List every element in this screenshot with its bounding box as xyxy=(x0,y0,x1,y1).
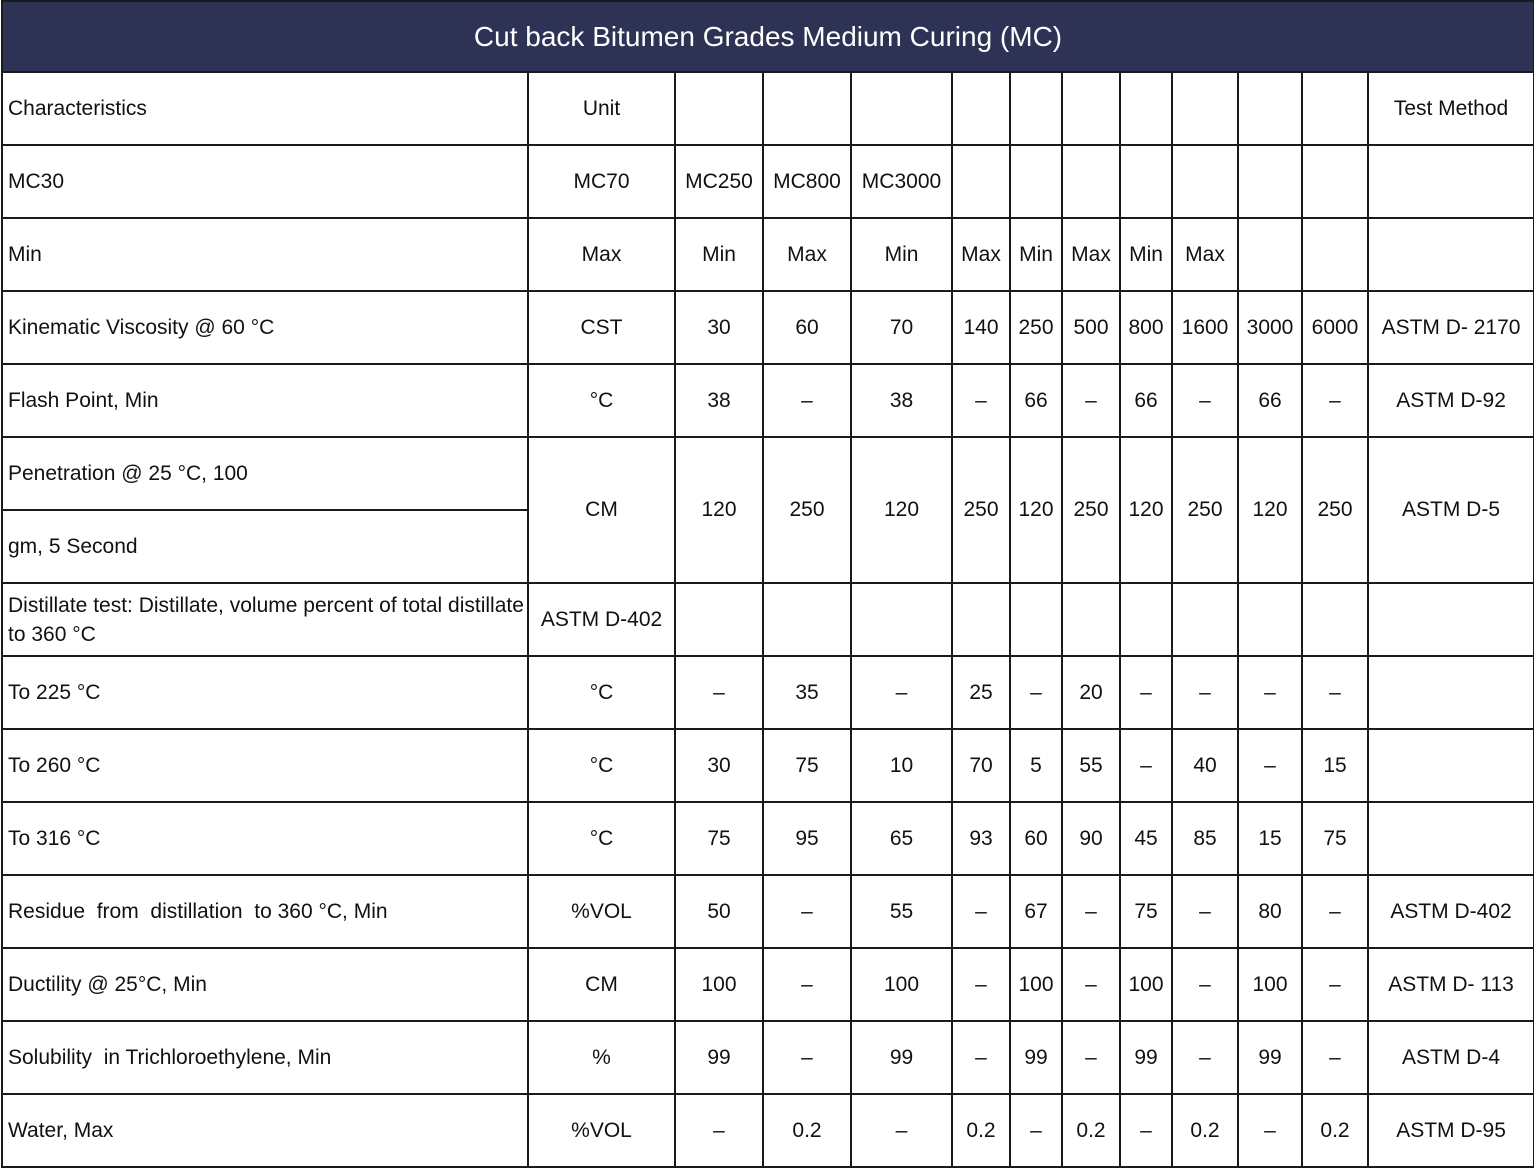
specification-table xyxy=(1,0,1534,1168)
value-cell: 99 xyxy=(1010,1021,1062,1094)
empty-cell xyxy=(1238,218,1302,291)
minmax-cell: Max xyxy=(952,218,1010,291)
value-cell: 5 xyxy=(1010,729,1062,802)
minmax-cell: Min xyxy=(2,218,528,291)
unit-cell: °C xyxy=(528,364,675,437)
value-cell: 100 xyxy=(675,948,763,1021)
value-cell: 250 xyxy=(1172,437,1238,583)
minmax-row xyxy=(2,218,1534,291)
value-cell: 75 xyxy=(1302,802,1368,875)
value-cell: 40 xyxy=(1172,729,1238,802)
value-cell: 55 xyxy=(851,875,952,948)
value-cell: 250 xyxy=(1062,437,1120,583)
value-cell: – xyxy=(1238,729,1302,802)
grade-cell: MC70 xyxy=(528,145,675,218)
minmax-cell: Max xyxy=(763,218,851,291)
value-cell: 0.2 xyxy=(1302,1094,1368,1167)
value-cell: 15 xyxy=(1302,729,1368,802)
value-cell: – xyxy=(952,875,1010,948)
empty-cell xyxy=(1062,145,1120,218)
value-cell: 95 xyxy=(763,802,851,875)
empty-cell xyxy=(675,583,763,656)
value-cell: 120 xyxy=(1238,437,1302,583)
empty-cell xyxy=(1062,583,1120,656)
unit-cell: ASTM D-402 xyxy=(528,583,675,656)
empty-cell xyxy=(1010,145,1062,218)
value-cell: – xyxy=(1302,364,1368,437)
value-cell: 1600 xyxy=(1172,291,1238,364)
header-empty xyxy=(1302,72,1368,145)
value-cell: – xyxy=(1010,1094,1062,1167)
row-to-225 xyxy=(2,656,1534,729)
value-cell: 0.2 xyxy=(763,1094,851,1167)
grade-cell: MC30 xyxy=(2,145,528,218)
value-cell: 30 xyxy=(675,291,763,364)
minmax-cell: Max xyxy=(528,218,675,291)
row-label: Penetration @ 25 °C, 100 xyxy=(2,437,528,510)
table-title: Cut back Bitumen Grades Medium Curing (MC) xyxy=(2,1,1534,72)
value-cell: – xyxy=(1062,875,1120,948)
value-cell: – xyxy=(1120,729,1172,802)
minmax-cell: Min xyxy=(1010,218,1062,291)
value-cell: 75 xyxy=(763,729,851,802)
minmax-cell: Min xyxy=(675,218,763,291)
value-cell: 55 xyxy=(1062,729,1120,802)
header-empty xyxy=(763,72,851,145)
header-empty xyxy=(952,72,1010,145)
row-label: Solubility in Trichloroethylene, Min xyxy=(2,1021,528,1094)
test-method-cell: ASTM D-402 xyxy=(1368,875,1534,948)
value-cell: 120 xyxy=(1010,437,1062,583)
value-cell: 120 xyxy=(1120,437,1172,583)
header-empty xyxy=(1238,72,1302,145)
value-cell: – xyxy=(1172,948,1238,1021)
value-cell: – xyxy=(1172,656,1238,729)
value-cell: 0.2 xyxy=(1062,1094,1120,1167)
value-cell: 66 xyxy=(1010,364,1062,437)
empty-cell xyxy=(1302,218,1368,291)
empty-cell xyxy=(1172,583,1238,656)
test-method-cell: ASTM D- 2170 xyxy=(1368,291,1534,364)
row-to-260 xyxy=(2,729,1534,802)
value-cell: – xyxy=(1302,948,1368,1021)
value-cell: 60 xyxy=(1010,802,1062,875)
test-method-cell: ASTM D-4 xyxy=(1368,1021,1534,1094)
value-cell: 93 xyxy=(952,802,1010,875)
minmax-cell: Max xyxy=(1062,218,1120,291)
row-label: Ductility @ 25°C, Min xyxy=(2,948,528,1021)
header-empty xyxy=(851,72,952,145)
row-flash-point xyxy=(2,364,1534,437)
row-to-316 xyxy=(2,802,1534,875)
value-cell: 0.2 xyxy=(952,1094,1010,1167)
value-cell: 140 xyxy=(952,291,1010,364)
row-residue xyxy=(2,875,1534,948)
value-cell: 500 xyxy=(1062,291,1120,364)
value-cell: 25 xyxy=(952,656,1010,729)
value-cell: – xyxy=(1302,875,1368,948)
value-cell: – xyxy=(1172,875,1238,948)
value-cell: – xyxy=(763,364,851,437)
test-method-cell: ASTM D-5 xyxy=(1368,437,1534,583)
empty-cell xyxy=(1238,145,1302,218)
value-cell: – xyxy=(1062,1021,1120,1094)
value-cell: 75 xyxy=(1120,875,1172,948)
value-cell: – xyxy=(675,656,763,729)
header-unit: Unit xyxy=(528,72,675,145)
value-cell: – xyxy=(1010,656,1062,729)
value-cell: 66 xyxy=(1120,364,1172,437)
value-cell: 100 xyxy=(1010,948,1062,1021)
value-cell: – xyxy=(763,1021,851,1094)
value-cell: – xyxy=(1120,656,1172,729)
value-cell: – xyxy=(1238,656,1302,729)
empty-cell xyxy=(1010,583,1062,656)
value-cell: – xyxy=(1238,1094,1302,1167)
value-cell: – xyxy=(1172,364,1238,437)
value-cell: 20 xyxy=(1062,656,1120,729)
empty-cell xyxy=(1368,802,1534,875)
value-cell: 120 xyxy=(675,437,763,583)
value-cell: – xyxy=(675,1094,763,1167)
row-label: gm, 5 Second xyxy=(2,510,528,583)
header-empty xyxy=(1010,72,1062,145)
grade-cell: MC250 xyxy=(675,145,763,218)
unit-cell: °C xyxy=(528,729,675,802)
row-label: To 316 °C xyxy=(2,802,528,875)
value-cell: 99 xyxy=(1238,1021,1302,1094)
empty-cell xyxy=(1368,145,1534,218)
header-empty xyxy=(1062,72,1120,145)
test-method-cell: ASTM D-95 xyxy=(1368,1094,1534,1167)
value-cell: – xyxy=(1302,656,1368,729)
value-cell: 99 xyxy=(1120,1021,1172,1094)
header-test-method: Test Method xyxy=(1368,72,1534,145)
row-penetration xyxy=(2,437,1534,510)
value-cell: 3000 xyxy=(1238,291,1302,364)
value-cell: 70 xyxy=(851,291,952,364)
value-cell: 250 xyxy=(763,437,851,583)
grade-row xyxy=(2,145,1534,218)
value-cell: – xyxy=(1172,1021,1238,1094)
value-cell: 250 xyxy=(1302,437,1368,583)
value-cell: – xyxy=(851,1094,952,1167)
value-cell: 90 xyxy=(1062,802,1120,875)
unit-cell: °C xyxy=(528,656,675,729)
row-ductility xyxy=(2,948,1534,1021)
row-solubility xyxy=(2,1021,1534,1094)
row-label: Flash Point, Min xyxy=(2,364,528,437)
value-cell: – xyxy=(763,875,851,948)
value-cell: 100 xyxy=(1238,948,1302,1021)
value-cell: – xyxy=(763,948,851,1021)
header-empty xyxy=(1120,72,1172,145)
value-cell: 100 xyxy=(851,948,952,1021)
value-cell: 65 xyxy=(851,802,952,875)
value-cell: – xyxy=(952,364,1010,437)
unit-cell: %VOL xyxy=(528,1094,675,1167)
value-cell: 38 xyxy=(851,364,952,437)
value-cell: 800 xyxy=(1120,291,1172,364)
value-cell: 60 xyxy=(763,291,851,364)
value-cell: 100 xyxy=(1120,948,1172,1021)
value-cell: 50 xyxy=(675,875,763,948)
unit-cell: CST xyxy=(528,291,675,364)
value-cell: – xyxy=(1062,948,1120,1021)
row-distillate-test xyxy=(2,583,1534,656)
empty-cell xyxy=(1120,583,1172,656)
header-row xyxy=(2,72,1534,145)
value-cell: – xyxy=(1062,364,1120,437)
grade-cell: MC800 xyxy=(763,145,851,218)
row-label: Residue from distillation to 360 °C, Min xyxy=(2,875,528,948)
row-label: Water, Max xyxy=(2,1094,528,1167)
value-cell: – xyxy=(1302,1021,1368,1094)
value-cell: 30 xyxy=(675,729,763,802)
empty-cell xyxy=(1368,583,1534,656)
minmax-cell: Min xyxy=(851,218,952,291)
empty-cell xyxy=(1302,145,1368,218)
row-label: Distillate test: Distillate, volume percent of total distillate to 360 °C xyxy=(2,583,528,656)
row-water xyxy=(2,1094,1534,1167)
value-cell: 15 xyxy=(1238,802,1302,875)
empty-cell xyxy=(1172,145,1238,218)
unit-cell: °C xyxy=(528,802,675,875)
empty-cell xyxy=(1368,729,1534,802)
value-cell: 6000 xyxy=(1302,291,1368,364)
header-characteristics: Characteristics xyxy=(2,72,528,145)
title-row xyxy=(2,1,1534,72)
row-kinematic-viscosity xyxy=(2,291,1534,364)
value-cell: 67 xyxy=(1010,875,1062,948)
value-cell: 45 xyxy=(1120,802,1172,875)
value-cell: 85 xyxy=(1172,802,1238,875)
empty-cell xyxy=(851,583,952,656)
row-label: To 225 °C xyxy=(2,656,528,729)
value-cell: – xyxy=(1120,1094,1172,1167)
value-cell: 10 xyxy=(851,729,952,802)
unit-cell: %VOL xyxy=(528,875,675,948)
value-cell: 99 xyxy=(851,1021,952,1094)
unit-cell: CM xyxy=(528,948,675,1021)
value-cell: 99 xyxy=(675,1021,763,1094)
empty-cell xyxy=(763,583,851,656)
value-cell: – xyxy=(952,1021,1010,1094)
value-cell: 35 xyxy=(763,656,851,729)
empty-cell xyxy=(1238,583,1302,656)
test-method-cell: ASTM D-92 xyxy=(1368,364,1534,437)
empty-cell xyxy=(952,145,1010,218)
value-cell: 250 xyxy=(1010,291,1062,364)
row-label: To 260 °C xyxy=(2,729,528,802)
empty-cell xyxy=(952,583,1010,656)
header-empty xyxy=(1172,72,1238,145)
empty-cell xyxy=(1368,218,1534,291)
grade-cell: MC3000 xyxy=(851,145,952,218)
value-cell: – xyxy=(952,948,1010,1021)
value-cell: 66 xyxy=(1238,364,1302,437)
minmax-cell: Max xyxy=(1172,218,1238,291)
unit-cell: % xyxy=(528,1021,675,1094)
empty-cell xyxy=(1368,656,1534,729)
test-method-cell: ASTM D- 113 xyxy=(1368,948,1534,1021)
value-cell: 250 xyxy=(952,437,1010,583)
value-cell: 80 xyxy=(1238,875,1302,948)
empty-cell xyxy=(1120,145,1172,218)
value-cell: 120 xyxy=(851,437,952,583)
value-cell: 0.2 xyxy=(1172,1094,1238,1167)
unit-cell: CM xyxy=(528,437,675,583)
header-empty xyxy=(675,72,763,145)
value-cell: 75 xyxy=(675,802,763,875)
value-cell: 70 xyxy=(952,729,1010,802)
value-cell: – xyxy=(851,656,952,729)
value-cell: 38 xyxy=(675,364,763,437)
row-label: Kinematic Viscosity @ 60 °C xyxy=(2,291,528,364)
empty-cell xyxy=(1302,583,1368,656)
minmax-cell: Min xyxy=(1120,218,1172,291)
